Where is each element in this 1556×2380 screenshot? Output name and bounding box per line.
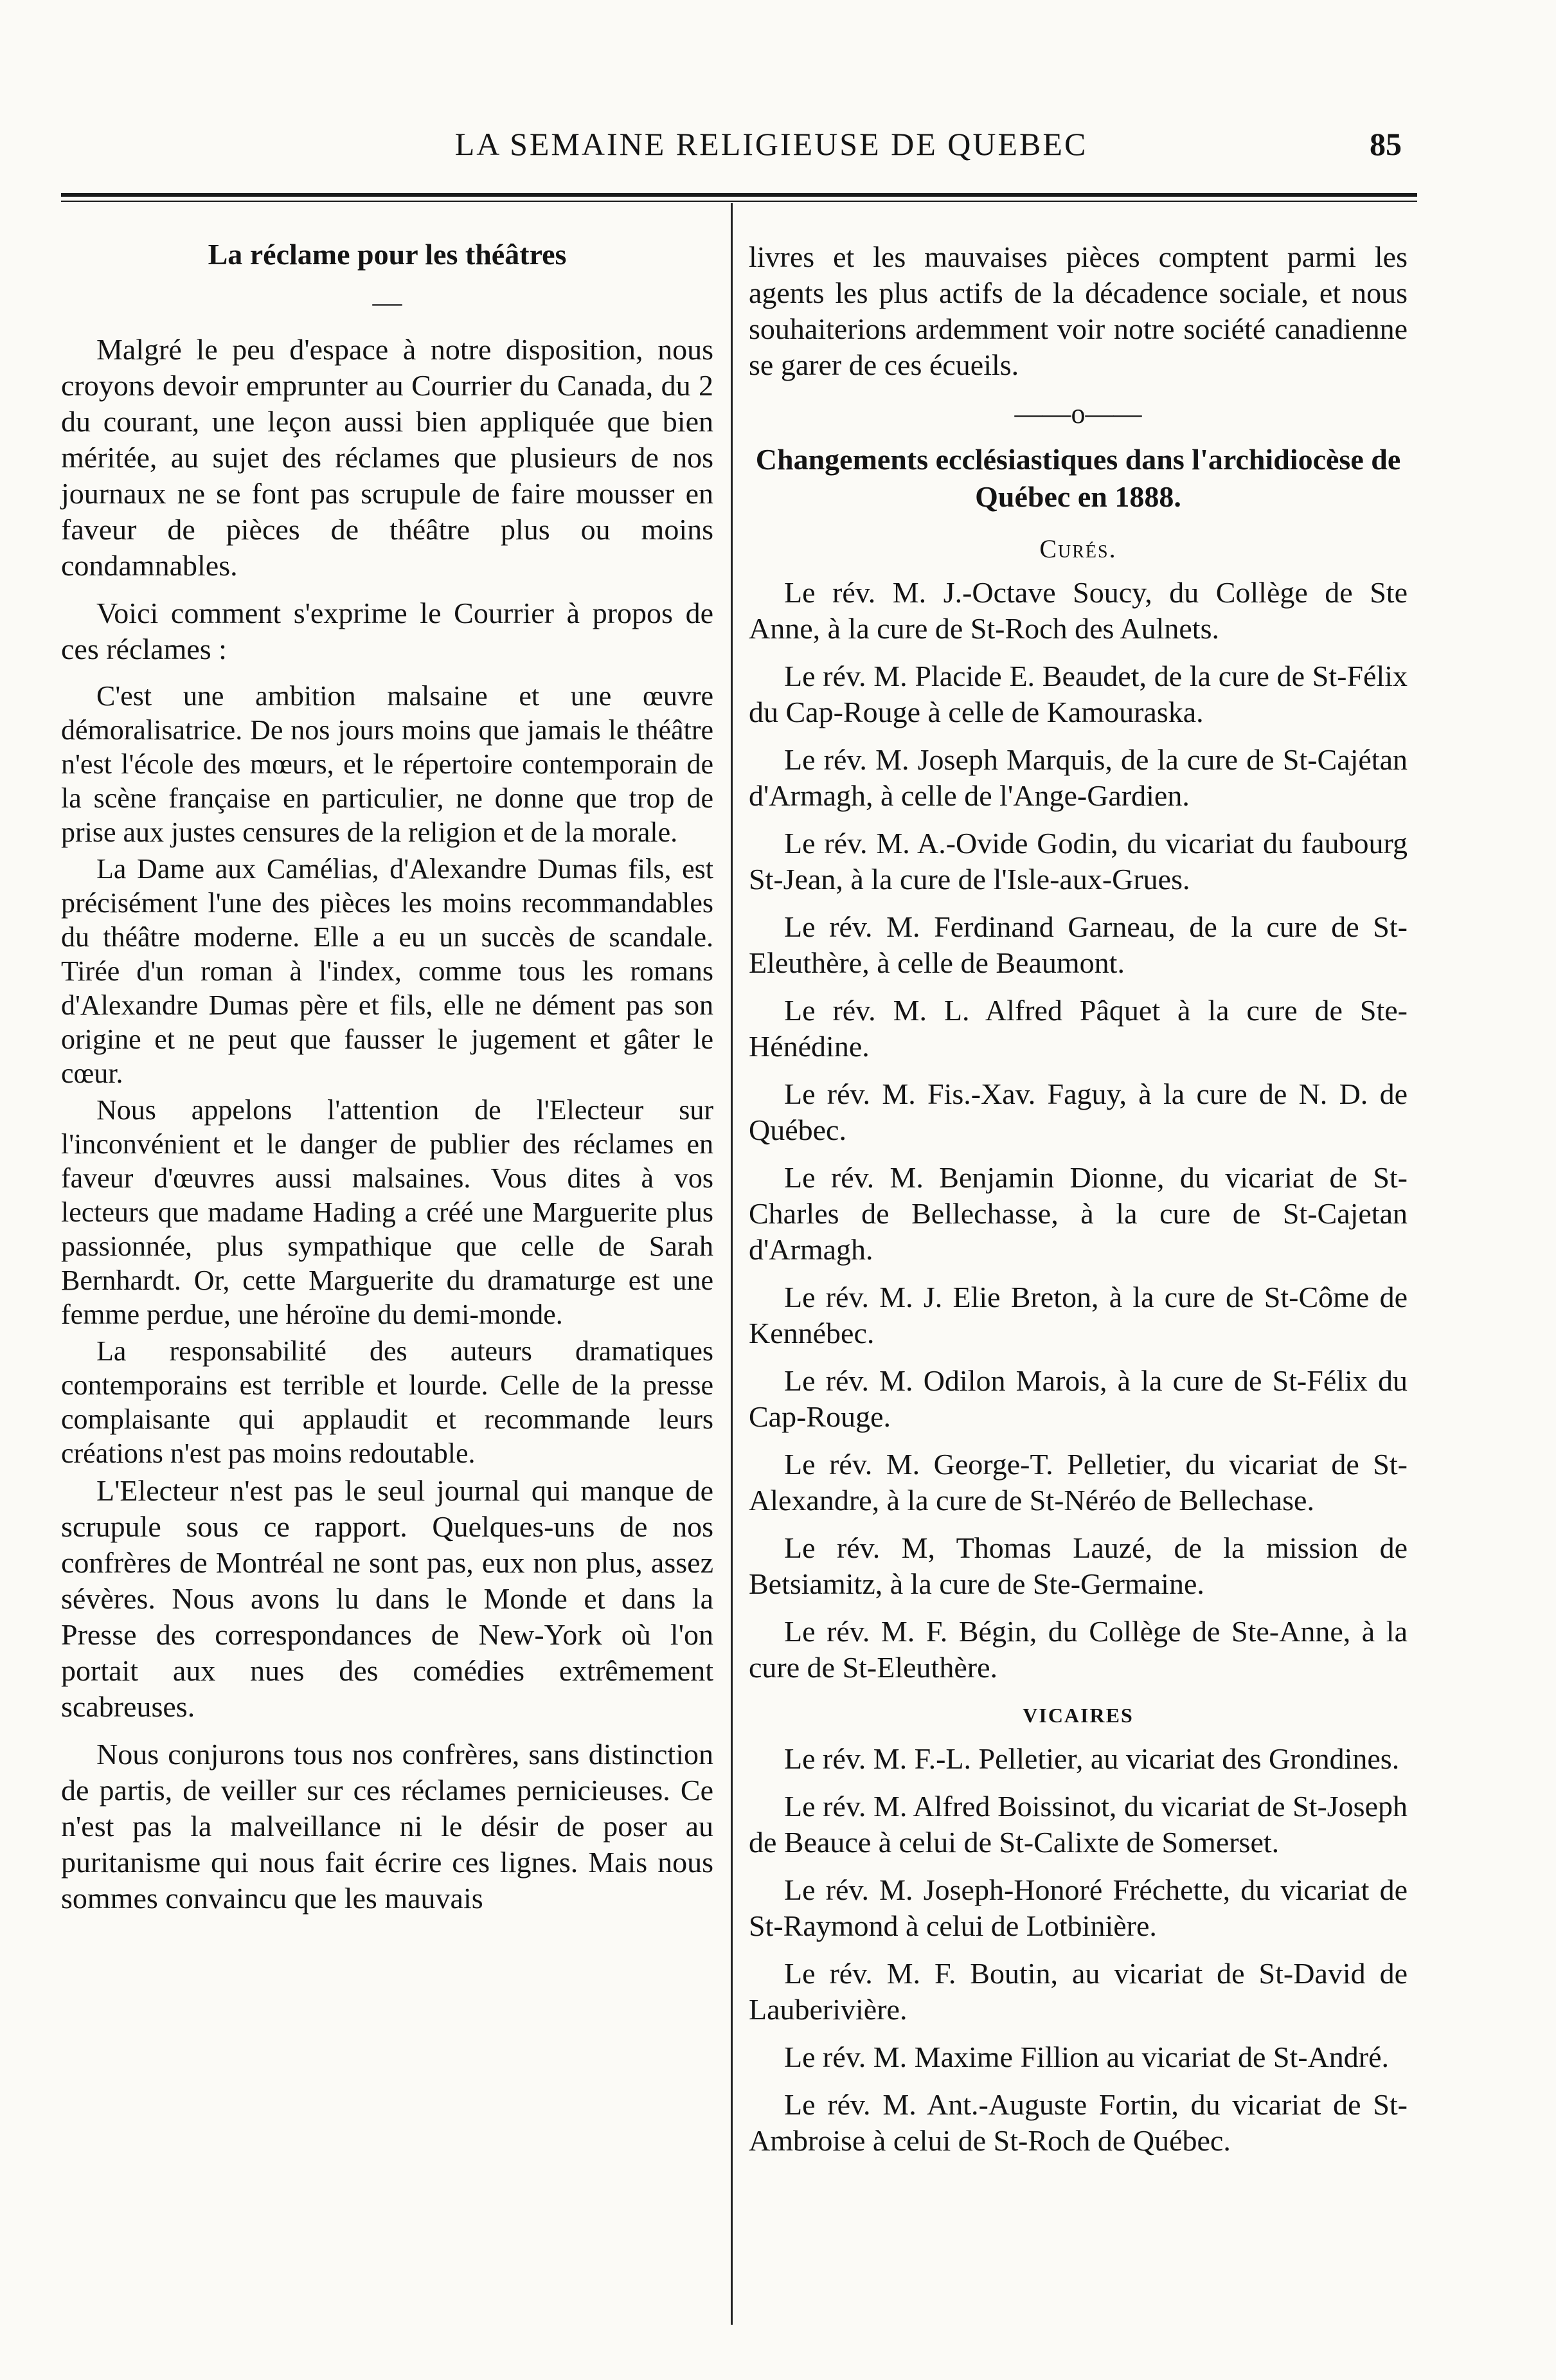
list-item: Le rév. M. Joseph-Honoré Fréchette, du vicariat de St-Raymond à celui de Lotbinière. <box>749 1873 1408 1942</box>
list-item: Le rév. M, Thomas Lauzé, de la mission de Betsiamitz, à la cure de Ste-Germaine. <box>749 1531 1408 1600</box>
paragraph-continued: livres et les mauvaises pièces comptent parmi les agents les plus actifs de la décadence sociale, et nous souhaiterions ardemment voir notre société canadienne se garer de ces écueils. <box>749 240 1408 381</box>
list-item: Le rév. M. Ant.-Auguste Fortin, du vicariat de St-Ambroise à celui de St-Roch de Québec. <box>749 2088 1408 2157</box>
section-separator: ——o—— <box>1014 398 1142 429</box>
column-divider <box>731 203 733 2325</box>
header-rule-thin <box>61 201 1417 202</box>
list-item: Le rév. M. Joseph Marquis, de la cure de St-Cajétan d'Armagh, à celle de l'Ange-Gardien. <box>749 743 1408 812</box>
article-title: La réclame pour les théâtres <box>208 238 567 271</box>
list-item: Le rév. M. J. Elie Breton, à la cure de St-Côme de Kennébec. <box>749 1281 1408 1349</box>
cures-heading: Curés. <box>1039 534 1117 563</box>
list-item: Le rév. M. George-T. Pelletier, du vicariat de St-Alexandre, à la cure de St-Néréo de Bellechase. <box>749 1448 1408 1517</box>
page-header <box>0 125 1556 183</box>
right-column <box>749 239 1408 2170</box>
list-item: Le rév. M. F. Bégin, du Collège de Ste-Anne, à la cure de St-Eleuthère. <box>749 1615 1408 1684</box>
header-rule <box>61 193 1417 197</box>
running-title: LA SEMAINE RELIGIEUSE DE QUEBEC <box>454 126 1088 162</box>
title-dash: — <box>372 285 402 318</box>
list-item: Le rév. M. A.-Ovide Godin, du vicariat du faubourg St-Jean, à la cure de l'Isle-aux-Grues. <box>749 827 1408 896</box>
quote-paragraph-2: La Dame aux Camélias, d'Alexandre Dumas fils, est précisément l'une des pièces les moins recommandables du théâtre moderne. Elle a eu un succès de scandale. Tirée d'un roman à l'index, comme tous les romans d'Alexandre Dumas père et fils, elle ne dément pas son origine et ne peut que fausser le jugement et gâter le cœur. <box>61 853 713 1089</box>
quote-paragraph-3: Nous appelons l'attention de l'Electeur sur l'inconvénient et le danger de publier des réclames en faveur d'œuvres aussi malsaines. Vous dites à vos lecteurs que madame Hading a créé une Marguerite plus passionnée, plus sympathique que celle de Sarah Bernhardt. Or, cette Marguerite du dramaturge est une femme perdue, une héroïne du demi-monde. <box>61 1094 713 1330</box>
paragraph-voici: Voici comment s'exprime le Courrier à propos de ces réclames : <box>61 597 713 665</box>
list-item: Le rév. M. J.-Octave Soucy, du Collège de Ste Anne, à la cure de St-Roch des Aulnets. <box>749 576 1408 645</box>
list-item: Le rév. M. F. Boutin, au vicariat de St-David de Lauberivière. <box>749 1957 1408 2026</box>
list-item: Le rév. M. Maxime Fillion au vicariat de St-André. <box>784 2041 1390 2073</box>
paragraph-intro: Malgré le peu d'espace à notre disposition, nous croyons devoir emprunter au Courrier du Canada, du 2 du courant, une leçon aussi bien appliquée que bien méritée, au sujet des réclames que plusieurs de nos journaux ne se font pas scrupule de faire mousser en faveur de pièces de théâtre plus ou moins condamnables. <box>61 333 713 582</box>
quote-paragraph-1: C'est une ambition malsaine et une œuvre démoralisatrice. De nos jours moins que jamais le théâtre n'est l'école des mœurs, et le répertoire contemporain de la scène française en particulier, ne donne que trop de prise aux justes censures de la religion et de la morale. <box>61 680 713 848</box>
section-title: Changements ecclésiastiques dans l'archidiocèse de Québec en 1888. <box>755 443 1401 513</box>
paragraph-conjurons: Nous conjurons tous nos confrères, sans distinction de partis, de veiller sur ces réclames pernicieuses. Ce n'est pas la malveillance ni le désir de poser au puritanisme qui nous fait écrire ces lignes. Mais nous sommes convaincu que les mauvais <box>61 1738 713 1915</box>
list-item: Le rév. M. Fis.-Xav. Faguy, à la cure de N. D. de Québec. <box>749 1077 1408 1146</box>
list-item: Le rév. M. F.-L. Pelletier, au vicariat des Grondines. <box>784 1742 1400 1775</box>
list-item: Le rév. M. Benjamin Dionne, du vicariat de St-Charles de Bellechasse, à la cure de St-Cajetan d'Armagh. <box>749 1161 1408 1266</box>
list-item: Le rév. M. Alfred Boissinot, du vicariat de St-Joseph de Beauce à celui de St-Calixte de Somerset. <box>749 1790 1408 1859</box>
list-item: Le rév. M. Odilon Marois, à la cure de St-Félix du Cap-Rouge. <box>749 1364 1408 1433</box>
list-item: Le rév. M. L. Alfred Pâquet à la cure de Ste-Hénédine. <box>749 994 1408 1063</box>
left-column <box>61 231 713 1928</box>
page-number: 85 <box>1370 126 1402 162</box>
list-item: Le rév. M. Placide E. Beaudet, de la cure de St-Félix du Cap-Rouge à celle de Kamouraska. <box>749 660 1408 728</box>
quote-paragraph-4: La responsabilité des auteurs dramatiques contemporains est terrible et lourde. Celle de la presse complaisante qui applaudit et recommande leurs créations n'est pas moins redoutable. <box>61 1335 713 1469</box>
vicaires-heading: VICAIRES <box>1023 1704 1134 1727</box>
list-item: Le rév. M. Ferdinand Garneau, de la cure de St-Eleuthère, à celle de Beaumont. <box>749 910 1408 979</box>
paragraph-electeur: L'Electeur n'est pas le seul journal qui manque de scrupule sous ce rapport. Quelques-uns de nos confrères de Montréal ne sont pas, eux non plus, assez sévères. Nous avons lu dans le Monde et dans la Presse des correspondances de New-York où l'on portait aux nues des comédies extrêmement scabreuses. <box>61 1474 713 1723</box>
